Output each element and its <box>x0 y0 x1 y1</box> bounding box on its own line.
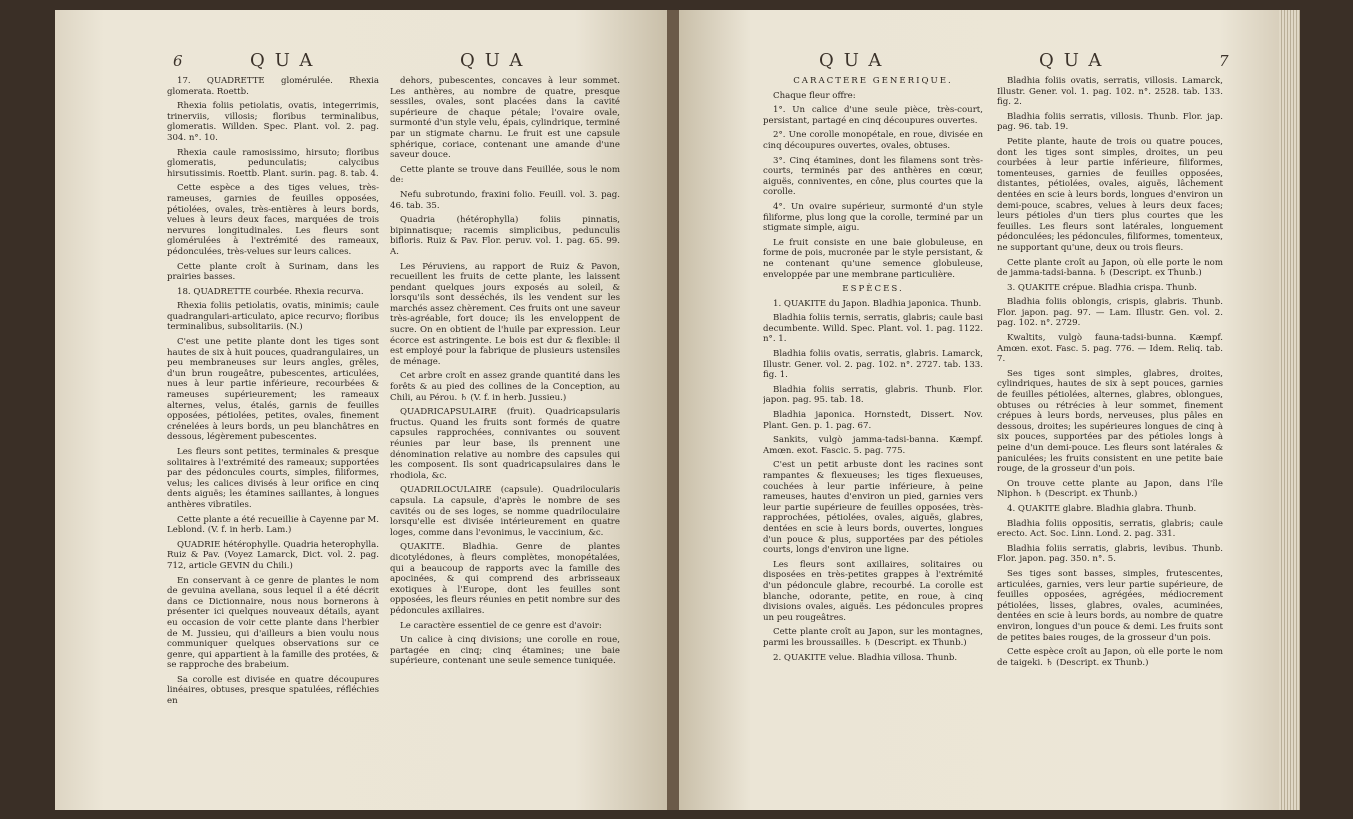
paragraph: dehors, pubescentes, concaves à leur sommet. Les anthères, au nombre de quatre, presque sessiles, ovales, sont placées dans la cavité supérieure de chaque pétale; l'ovaire ovale, surmonté d'un style velu, épais, cylindrique, terminé par un stigmate charnu. Le fruit est une capsule sphérique, coriace, contenant une amande d'une saveur douce. <box>390 76 620 161</box>
paragraph: Bladhia foliis oppositis, serratis, glabris; caule erecto. Act. Soc. Linn. Lond. 2. pag. 331. <box>997 518 1223 540</box>
right-header-1: QUA <box>819 50 892 71</box>
paragraph: Les fleurs sont axillaires, solitaires ou disposées en très-petites grappes à l'extrémité d'un pédoncule glabre, recourbé. La corolle est blanche, odorante, petite, en roue, à cinq divisions ovales, aiguës. Les pédoncules propres un peu rougeâtres. <box>763 559 983 623</box>
left-header-2: QUA <box>460 50 533 71</box>
paragraph: Bladhia foliis ovatis, serratis, glabris. Lamarck, Illustr. Gener. vol. 2. pag. 102. n°. 2727. tab. 133. fig. 1. <box>763 349 983 381</box>
paragraph: Bladhia foliis serratis, glabris. Thunb. Flor. japon. pag. 95. tab. 18. <box>763 384 983 406</box>
paragraph: Les Péruviens, au rapport de Ruiz & Pavon, recueillent les fruits de cette plante, les laissent pendant quelques jours exposés au soleil, & lorsqu'ils sont desséchés, ils les vendent sur les marchés assez chèrement. Ces fruits ont une saveur très-agréable, fort douce; ils les enveloppent de sucre. On en obtient de l'huile par expression. Leur écorce est astringente. Le bois est dur & flexible: il est employé pour la fabrique de plusieurs ustensiles de ménage. <box>390 261 620 367</box>
right-column-1 <box>763 76 983 796</box>
right-column-2 <box>997 76 1223 796</box>
paragraph: ESPÈCES. <box>842 284 904 295</box>
paragraph: Bladhia foliis oblongis, crispis, glabris. Thunb. Flor. japon. pag. 97. — Lam. Illustr. Gen. vol. 2. pag. 102. n°. 2729. <box>997 297 1223 329</box>
paragraph: Cette plante se trouve dans Feuillée, sous le nom de: <box>390 164 620 186</box>
paragraph: Ses tiges sont basses, simples, frutescentes, articulées, garnies, vers leur partie supérieure, de feuilles opposées, agrégées, médiocrement pétiolées, lisses, glabres, ovales, acuminées, dentées en scie à leurs bords, au nombre de quatre environ, longues d'un pouce & demi. Les fruits sont de petites baies rouges, de la grosseur d'un pois. <box>997 568 1223 643</box>
paragraph: QUADRILOCULAIRE (capsule). Quadrilocularis capsula. La capsule, d'après le nombre de ses cavités ou de ses loges, se nomme quadriloculaire lorsqu'elle est divisée intérieurement en quatre loges, comme dans l'evonimus, le vaccinium, &c. <box>390 485 620 538</box>
left-column-1 <box>167 76 379 796</box>
open-book <box>55 10 1300 810</box>
book-gutter <box>667 10 679 810</box>
paragraph: Bladhia foliis ovatis, serratis, villosis. Lamarck, Illustr. Gener. vol. 1. pag. 102. n°. 2528. tab. 133. fig. 2. <box>997 76 1223 108</box>
paragraph: 17. QUADRETTE glomérulée. Rhexia glomerata. Roettb. <box>167 76 379 97</box>
paragraph: 3. QUAKITE crépue. Bladhia crispa. Thunb. <box>1007 282 1197 293</box>
paragraph: Sankits, vulgò jamma-tadsi-banna. Kæmpf. Amœn. exot. Fascic. 5. pag. 775. <box>763 435 983 456</box>
right-header-2: QUA <box>1039 50 1112 71</box>
paragraph: Ses tiges sont simples, glabres, droites, cylindriques, hautes de six à sept pouces, garnies de feuilles pétiolées, alternes, glabres, oblongues, obtuses ou rétrécies à leur sommet, finement crépues à leurs bords, nerveuses, plus pâles en dessous, droites; les supérieures longues de cinq à six pouces, supportées par des pétioles longs à peine d'un demi-pouce. Les fleurs sont latérales & paniculées; les fruits consistent en une petite baie rouge, de la grosseur d'un pois. <box>997 368 1223 475</box>
paragraph: CARACTÈRE GÉNÉRIQUE. <box>793 76 953 86</box>
paragraph: Cette plante croît à Surinam, dans les prairies basses. <box>167 261 379 283</box>
right-page <box>679 10 1279 810</box>
paragraph: En conservant à ce genre de plantes le nom de gevuina avellana, sous lequel il a été décrit dans ce Dictionnaire, nous nous bornerons à présenter ici quelques nouveaux détails, ayant eu occasion de voir cette plante dans l'herbier de M. Jussieu, qui d'ailleurs a bien voulu nous communiquer quelques observations sur ce genre, qui appartient à la famille des protées, & se rapproche des brabeium. <box>167 575 379 671</box>
paragraph: 2. QUAKITE velue. Bladhia villosa. Thunb. <box>773 652 958 663</box>
paragraph: Le fruit consiste en une baie globuleuse, en forme de pois, mucronée par le style persistant, & ne contenant qu'une semence globuleuse, enveloppée par une membrane particulière. <box>763 237 983 280</box>
paragraph: Chaque fleur offre: <box>773 90 856 101</box>
paragraph: Rhexia foliis petiolatis, ovatis, minimis; caule quadrangulari-articulato, apice recurvo; floribus terminalibus, subsolitariis. (N.) <box>167 301 379 333</box>
paragraph: 2°. Une corolle monopétale, en roue, divisée en cinq découpures ouvertes, ovales, obtuses. <box>763 130 983 151</box>
paragraph: Un calice à cinq divisions; une corolle en roue, partagée en cinq; cinq étamines; une baie supérieure, contenant une seule semence tuniquée. <box>390 635 620 667</box>
paragraph: 1°. Un calice d'une seule pièce, très-court, persistant, partagé en cinq découpures ouvertes. <box>763 105 983 126</box>
paragraph: Sa corolle est divisée en quatre découpures linéaires, obtuses, presque spatulées, réfléchies en <box>167 674 379 707</box>
paragraph: Bladhia foliis ternis, serratis, glabris; caule basi decumbente. Willd. Spec. Plant. vol. 1. pag. 1122. n°. 1. <box>763 313 983 345</box>
paragraph: QUADRICAPSULAIRE (fruit). Quadricapsularis fructus. Quand les fruits sont formés de quatre capsules rapprochées, connivantes ou souvent réunies par leur base, ils prennent une dénomination relative au nombre des capsules qui les composent. Ils sont quadricapsulaires dans le rhodiola, &c. <box>390 407 620 481</box>
paragraph: Les fleurs sont petites, terminales & presque solitaires à l'extrémité des rameaux; supportées par des pédoncules courts, simples, filiformes, velus; les calices divisés à leur orifice en cinq dents aiguës; les étamines saillantes, à longues anthères vibratiles. <box>167 447 379 510</box>
paragraph: Nefu subrotundo, fraxini folio. Feuill. vol. 3. pag. 46. tab. 35. <box>390 189 620 211</box>
paragraph: C'est un petit arbuste dont les racines sont rampantes & flexueuses; les tiges flexueuses, couchées à leur partie inférieure, à peine rameuses, hautes d'environ un pied, garnies vers leur partie supérieure de feuilles opposées, très-rapprochées, pétiolées, ovales, aiguës, glabres, dentées en scie à leurs bords, ouvertes, longues d'un pouce & plus, supportées par des pétioles courts, longs d'environ une ligne. <box>763 460 983 556</box>
left-page <box>55 10 667 810</box>
left-header-1: QUA <box>250 50 323 71</box>
paragraph: Petite plante, haute de trois ou quatre pouces, dont les tiges sont simples, droites, un peu courbées à leur partie inférieure, filiformes, tomenteuses, garnies de feuilles opposées, distantes, pétiolées, ovales, aiguës, lâchement dentées en scie à leurs bords, longues d'environ un demi-pouce, scabres, velues à leurs deux faces; leurs pétioles d'un tiers plus courtes que les feuilles. Les fleurs sont latérales, longuement pédonculées; les pédoncules, filiformes, tomenteux, ne supportant qu'une, deux ou trois fleurs. <box>997 136 1223 253</box>
paragraph: Kwaltits, vulgò fauna-tadsi-bunna. Kæmpf. Amœn. exot. Fasc. 5. pag. 776. — Idem. Reliq. tab. 7. <box>997 333 1223 365</box>
paragraph: Cette plante a été recueillie à Cayenne par M. Leblond. (V. f. in herb. Lam.) <box>167 514 379 536</box>
paragraph: Cette espèce croît au Japon, où elle porte le nom de taigeki. ♄ (Descript. ex Thunb.) <box>997 647 1223 668</box>
left-page-number: 6 <box>173 52 183 70</box>
paragraph: 4°. Un ovaire supérieur, surmonté d'un style filiforme, plus long que la corolle, terminé par un stigmate simple, aigu. <box>763 201 983 234</box>
paragraph: Quadria (hétérophylla) foliis pinnatis, bipinnatisque; racemis simplicibus, pedunculis bifloris. Ruiz & Pav. Flor. peruv. vol. 1. pag. 65. 99. A. <box>390 215 620 257</box>
right-page-number: 7 <box>1219 52 1229 70</box>
paragraph: Bladhia foliis serratis, glabris, levibus. Thunb. Flor. japon. pag. 350. n°. 5. <box>997 543 1223 565</box>
paragraph: QUADRIE hétérophylle. Quadria heterophylla. Ruiz & Pav. (Voyez Lamarck, Dict. vol. 2. pag. 712, article GEVIN du Chili.) <box>167 539 379 571</box>
page-edges <box>1279 10 1300 810</box>
paragraph: 4. QUAKITE glabre. Bladhia glabra. Thunb. <box>1007 503 1197 514</box>
paragraph: Bladhia foliis serratis, villosis. Thunb. Flor. jap. pag. 96. tab. 19. <box>997 111 1223 133</box>
paragraph: 18. QUADRETTE courbée. Rhexia recurva. <box>177 286 364 297</box>
paragraph: Bladhia japonica. Hornstedt, Dissert. Nov. Plant. Gen. p. 1. pag. 67. <box>763 410 983 431</box>
paragraph: C'est une petite plante dont les tiges sont hautes de six à huit pouces, quadrangulaires, un peu membraneuses sur leurs angles, grêles, d'un brun rougeâtre, pubescentes, articulées, nues à leur partie inférieure, recourbées & rameuses supérieurement; les rameaux alternes, velus, étalés, garnis de feuilles opposées, pétiolées, petites, ovales, finement crénelées à leurs bords, un peu blanchâtres en dessous, légèrement pubescentes. <box>167 337 379 443</box>
paragraph: Cet arbre croît en assez grande quantité dans les forêts & au pied des collines de la Conception, au Chili, au Pérou. ♄ (V. f. in herb. Jussieu.) <box>390 371 620 403</box>
paragraph: Cette plante croît au Japon, sur les montagnes, parmi les broussailles. ♄ (Descript. ex Thunb.) <box>763 627 983 648</box>
paragraph: QUAKITE. Bladhia. Genre de plantes dicotylédones, à fleurs complètes, monopétalées, qui a beaucoup de rapports avec la famille des apocinées, & qui comprend des arbrisseaux exotiques à l'Europe, dont les feuilles sont opposées, les fleurs réunies en petit nombre sur des pédoncules axillaires. <box>390 542 620 616</box>
paragraph: 3°. Cinq étamines, dont les filamens sont très-courts, terminés par des anthères en cœur, aiguës, conniventes, en cône, plus courtes que la corolle. <box>763 155 983 198</box>
left-column-2 <box>390 76 620 796</box>
paragraph: Le caractère essentiel de ce genre est d'avoir: <box>400 620 602 631</box>
paragraph: Cette espèce a des tiges velues, très-rameuses, garnies de feuilles opposées, pétiolées, ovales, très-entières à leurs bords, velues à leurs deux faces, marquées de trois nervures longitudinales. Les fleurs sont glomérulées à l'extrémité des rameaux, pédonculées, très-velues sur leurs calices. <box>167 183 379 257</box>
paragraph: Rhexia foliis petiolatis, ovatis, integerrimis, trinerviis, villosis; floribus terminalibus, glomeratis. Willden. Spec. Plant. vol. 2. pag. 304. n°. 10. <box>167 101 379 143</box>
paragraph: 1. QUAKITE du Japon. Bladhia japonica. Thunb. <box>773 298 982 309</box>
paragraph: On trouve cette plante au Japon, dans l'île Niphon. ♄ (Descript. ex Thunb.) <box>997 478 1223 500</box>
paragraph: Cette plante croît au Japon, où elle porte le nom de jamma-tadsi-banna. ♄ (Descript. ex Thunb.) <box>997 257 1223 279</box>
paragraph: Rhexia caule ramosissimo, hirsuto; floribus glomeratis, pedunculatis; calycibus hirsutissimis. Roettb. Plant. surin. pag. 8. tab. 4. <box>167 147 379 179</box>
